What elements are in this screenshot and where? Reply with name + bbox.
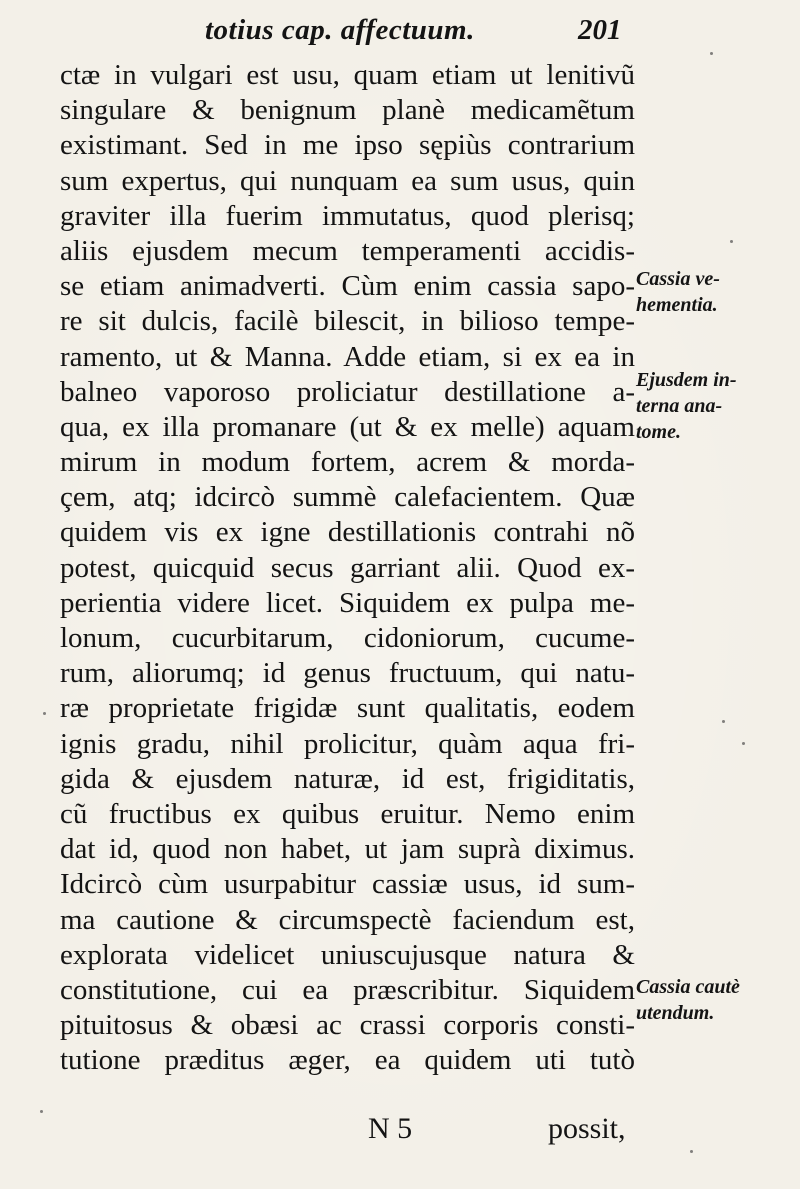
text-line: dat id, quod non habet, ut jam suprà diximus. bbox=[60, 833, 635, 866]
signature-mark: N 5 bbox=[368, 1112, 413, 1145]
body-text bbox=[60, 58, 635, 1078]
text-line: aliis ejusdem mecum temperamenti accidis- bbox=[60, 234, 635, 267]
ink-speck bbox=[722, 720, 725, 723]
text-line: sum expertus, qui nunquam ea sum usus, quin bbox=[60, 164, 635, 197]
text-line: re sit dulcis, facilè bilescit, in bilioso tempe- bbox=[60, 305, 635, 338]
margin-note-cassia-caute bbox=[636, 974, 776, 1026]
page-number: 201 bbox=[578, 14, 622, 46]
text-line: singulare & benignum planè medicamẽtum bbox=[60, 94, 635, 127]
catchword: possit, bbox=[548, 1112, 626, 1145]
text-line: constitutione, cui ea præscribitur. Siquidem bbox=[60, 973, 635, 1006]
text-line: balneo vaporoso proliciatur destillatione a- bbox=[60, 375, 635, 408]
text-line: perientia videre licet. Siquidem ex pulpa me- bbox=[60, 586, 635, 619]
text-line: Idcircò cùm usurpabitur cassiæ usus, id sum- bbox=[60, 868, 635, 901]
text-line: potest, quicquid secus garriant alii. Quod ex- bbox=[60, 551, 635, 584]
ink-speck bbox=[742, 742, 745, 745]
running-head: totius cap. affectuum. bbox=[205, 14, 475, 46]
margin-note-line: utendum. bbox=[636, 1002, 715, 1024]
margin-note-ejusdem-anatome bbox=[636, 367, 776, 445]
margin-note-line: terna ana- bbox=[636, 395, 723, 417]
ink-speck bbox=[690, 1150, 693, 1153]
text-line: lonum, cucurbitarum, cidoniorum, cucume- bbox=[60, 622, 635, 654]
text-line: graviter illa fuerim immutatus, quod plerisq; bbox=[60, 199, 635, 232]
ink-speck bbox=[40, 1110, 43, 1113]
margin-note-line: tome. bbox=[636, 421, 681, 443]
margin-note-line: Cassia cautè bbox=[636, 976, 740, 998]
text-line: ma cautione & circumspectè faciendum est, bbox=[60, 903, 635, 936]
text-line: se etiam animadverti. Cùm enim cassia sapo- bbox=[60, 270, 635, 303]
text-line: ignis gradu, nihil prolicitur, quàm aqua fri- bbox=[60, 727, 635, 760]
text-line: rum, aliorumq; id genus fructuum, qui natu- bbox=[60, 657, 635, 690]
margin-note-line: Cassia ve- bbox=[636, 268, 720, 290]
text-line: quidem vis ex igne destillationis contrahi nõ bbox=[60, 516, 635, 549]
text-line: pituitosus & obæsi ac crassi corporis consti- bbox=[60, 1009, 635, 1042]
text-line: cũ fructibus ex quibus eruitur. Nemo enim bbox=[60, 797, 635, 830]
text-line: mirum in modum fortem, acrem & morda- bbox=[60, 446, 635, 479]
margin-note-line: Ejusdem in- bbox=[636, 369, 737, 391]
text-line: çem, atq; idcircò summè calefacientem. Quæ bbox=[60, 481, 635, 514]
ink-speck bbox=[710, 52, 713, 55]
text-line: tutione præditus æger, ea quidem uti tutò bbox=[60, 1044, 635, 1077]
margin-note-line: hementia. bbox=[636, 294, 718, 316]
ink-speck bbox=[730, 240, 733, 243]
text-line: qua, ex illa promanare (ut & ex melle) aquam bbox=[60, 410, 635, 443]
text-line: gida & ejusdem naturæ, id est, frigiditatis, bbox=[60, 762, 635, 795]
ink-speck bbox=[43, 712, 46, 715]
text-line: ramento, ut & Manna. Adde etiam, si ex ea in bbox=[60, 340, 635, 373]
margin-note-cassia-vehementia bbox=[636, 266, 776, 318]
text-line: existimant. Sed in me ipso sępiùs contrarium bbox=[60, 129, 635, 162]
text-line: explorata videlicet uniuscujusque natura & bbox=[60, 938, 635, 971]
text-line: ræ proprietate frigidæ sunt qualitatis, eodem bbox=[60, 692, 635, 725]
text-line: ctæ in vulgari est usu, quam etiam ut lenitivũ bbox=[60, 59, 635, 91]
